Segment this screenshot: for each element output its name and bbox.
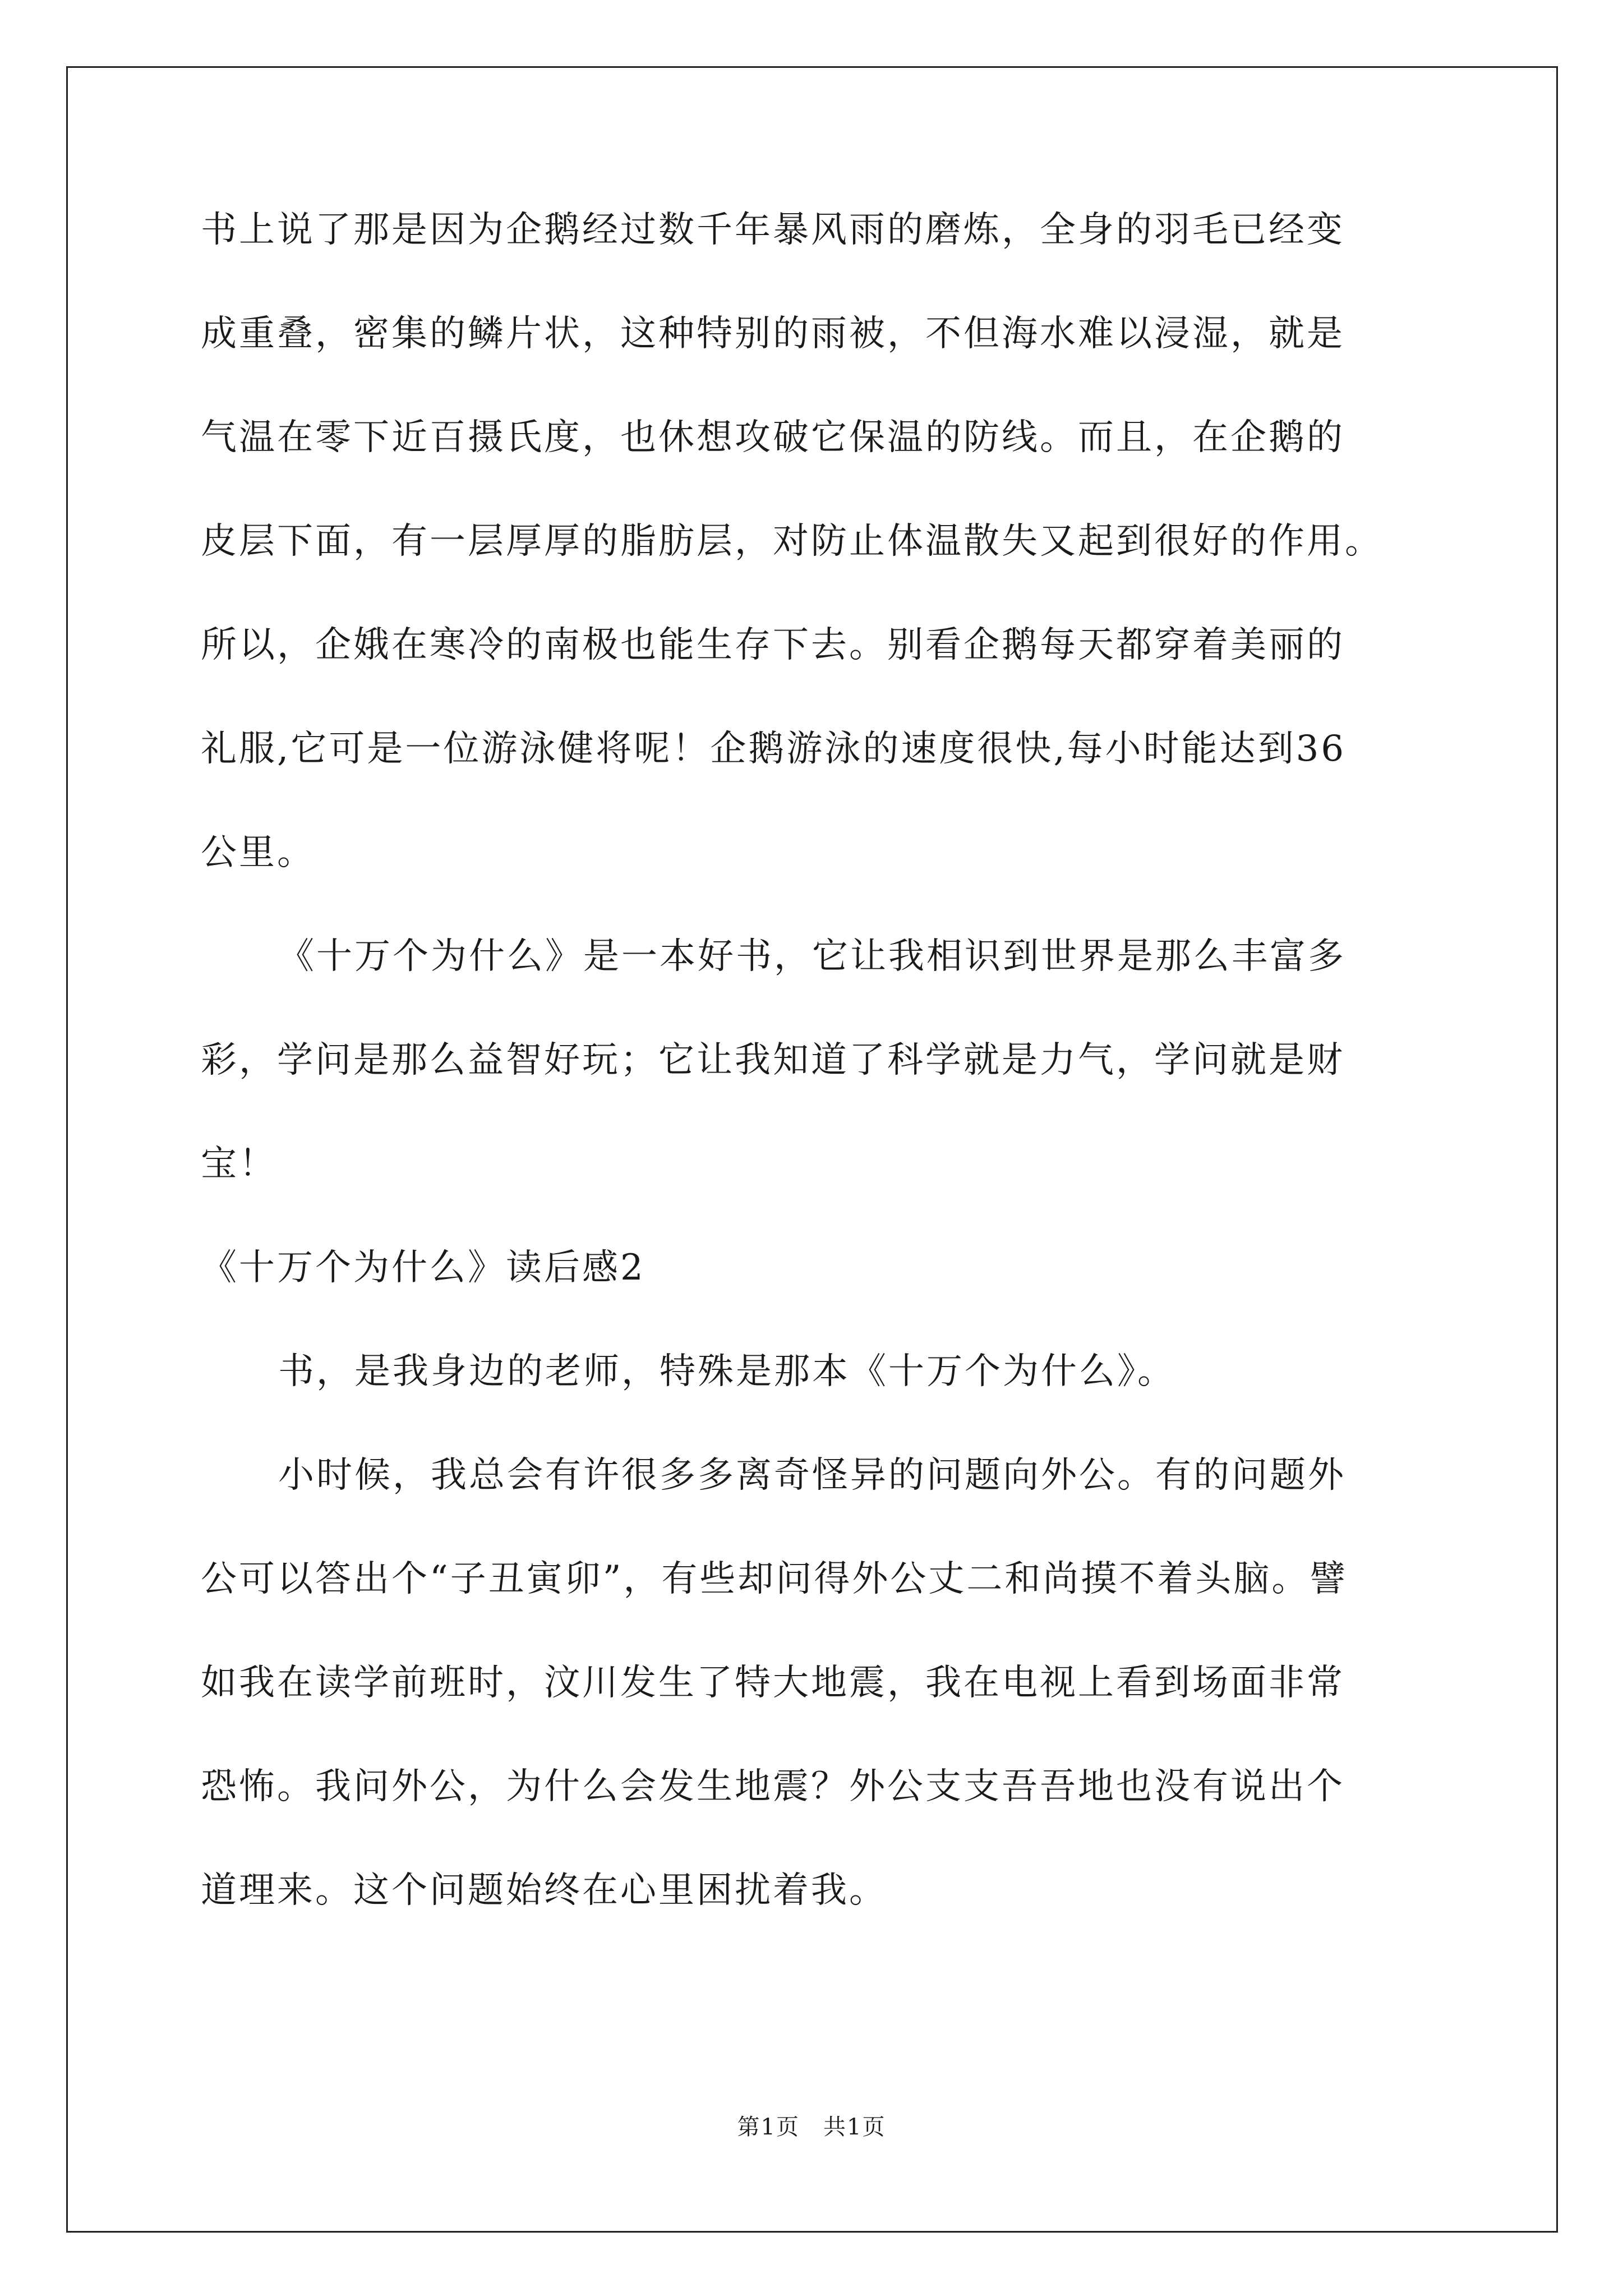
text-line: 所以，企娥在寒冷的南极也能生存下去。别看企鹅每天都穿着美丽的 <box>201 624 1345 666</box>
text-line: 恐怖。我问外公，为什么会发生地震？外公支支吾吾地也没有说出个 <box>201 1766 1345 1807</box>
paragraph-start: 《十万个为什么》是一本好书，它让我相识到世界是那么丰富多 <box>278 936 1346 977</box>
page-number: 第1页 共1页 <box>737 2114 886 2140</box>
text-line: 成重叠，密集的鳞片状，这种特别的雨被，不但海水难以浸湿，就是 <box>201 313 1345 355</box>
text-line: 如我在读学前班时，汶川发生了特大地震，我在电视上看到场面非常 <box>201 1662 1345 1704</box>
text-line: 气温在零下近百摄氏度，也休想攻破它保温的防线。而且，在企鹅的 <box>201 417 1345 458</box>
text-line: 宝！ <box>201 1143 277 1185</box>
text-line: 书上说了那是因为企鹅经过数千年暴风雨的磨炼，全身的羽毛已经变 <box>201 209 1345 251</box>
paragraph-start: 书，是我身边的老师，特殊是那本《十万个为什么》。 <box>278 1351 1175 1392</box>
text-line: 皮层下面，有一层厚厚的脂肪层，对防止体温散失又起到很好的作用。 <box>201 521 1383 562</box>
text-line: 公里。 <box>201 832 315 873</box>
text-line: 公可以答出个“子丑寅卯”，有些却问得外公丈二和尚摸不着头脑。譬 <box>201 1558 1348 1600</box>
text-line: 彩，学问是那么益智好玩；它让我知道了科学就是力气，学问就是财 <box>201 1039 1345 1081</box>
section-heading: 《十万个为什么》读后感2 <box>201 1247 645 1289</box>
text-line: 道理来。这个问题始终在心里困扰着我。 <box>201 1870 887 1911</box>
text-line: 礼服,它可是一位游泳健将呢！企鹅游泳的速度很快,每小时能达到36 <box>201 728 1347 770</box>
paragraph-start: 小时候，我总会有许很多多离奇怪异的问题向外公。有的问题外 <box>278 1455 1346 1496</box>
